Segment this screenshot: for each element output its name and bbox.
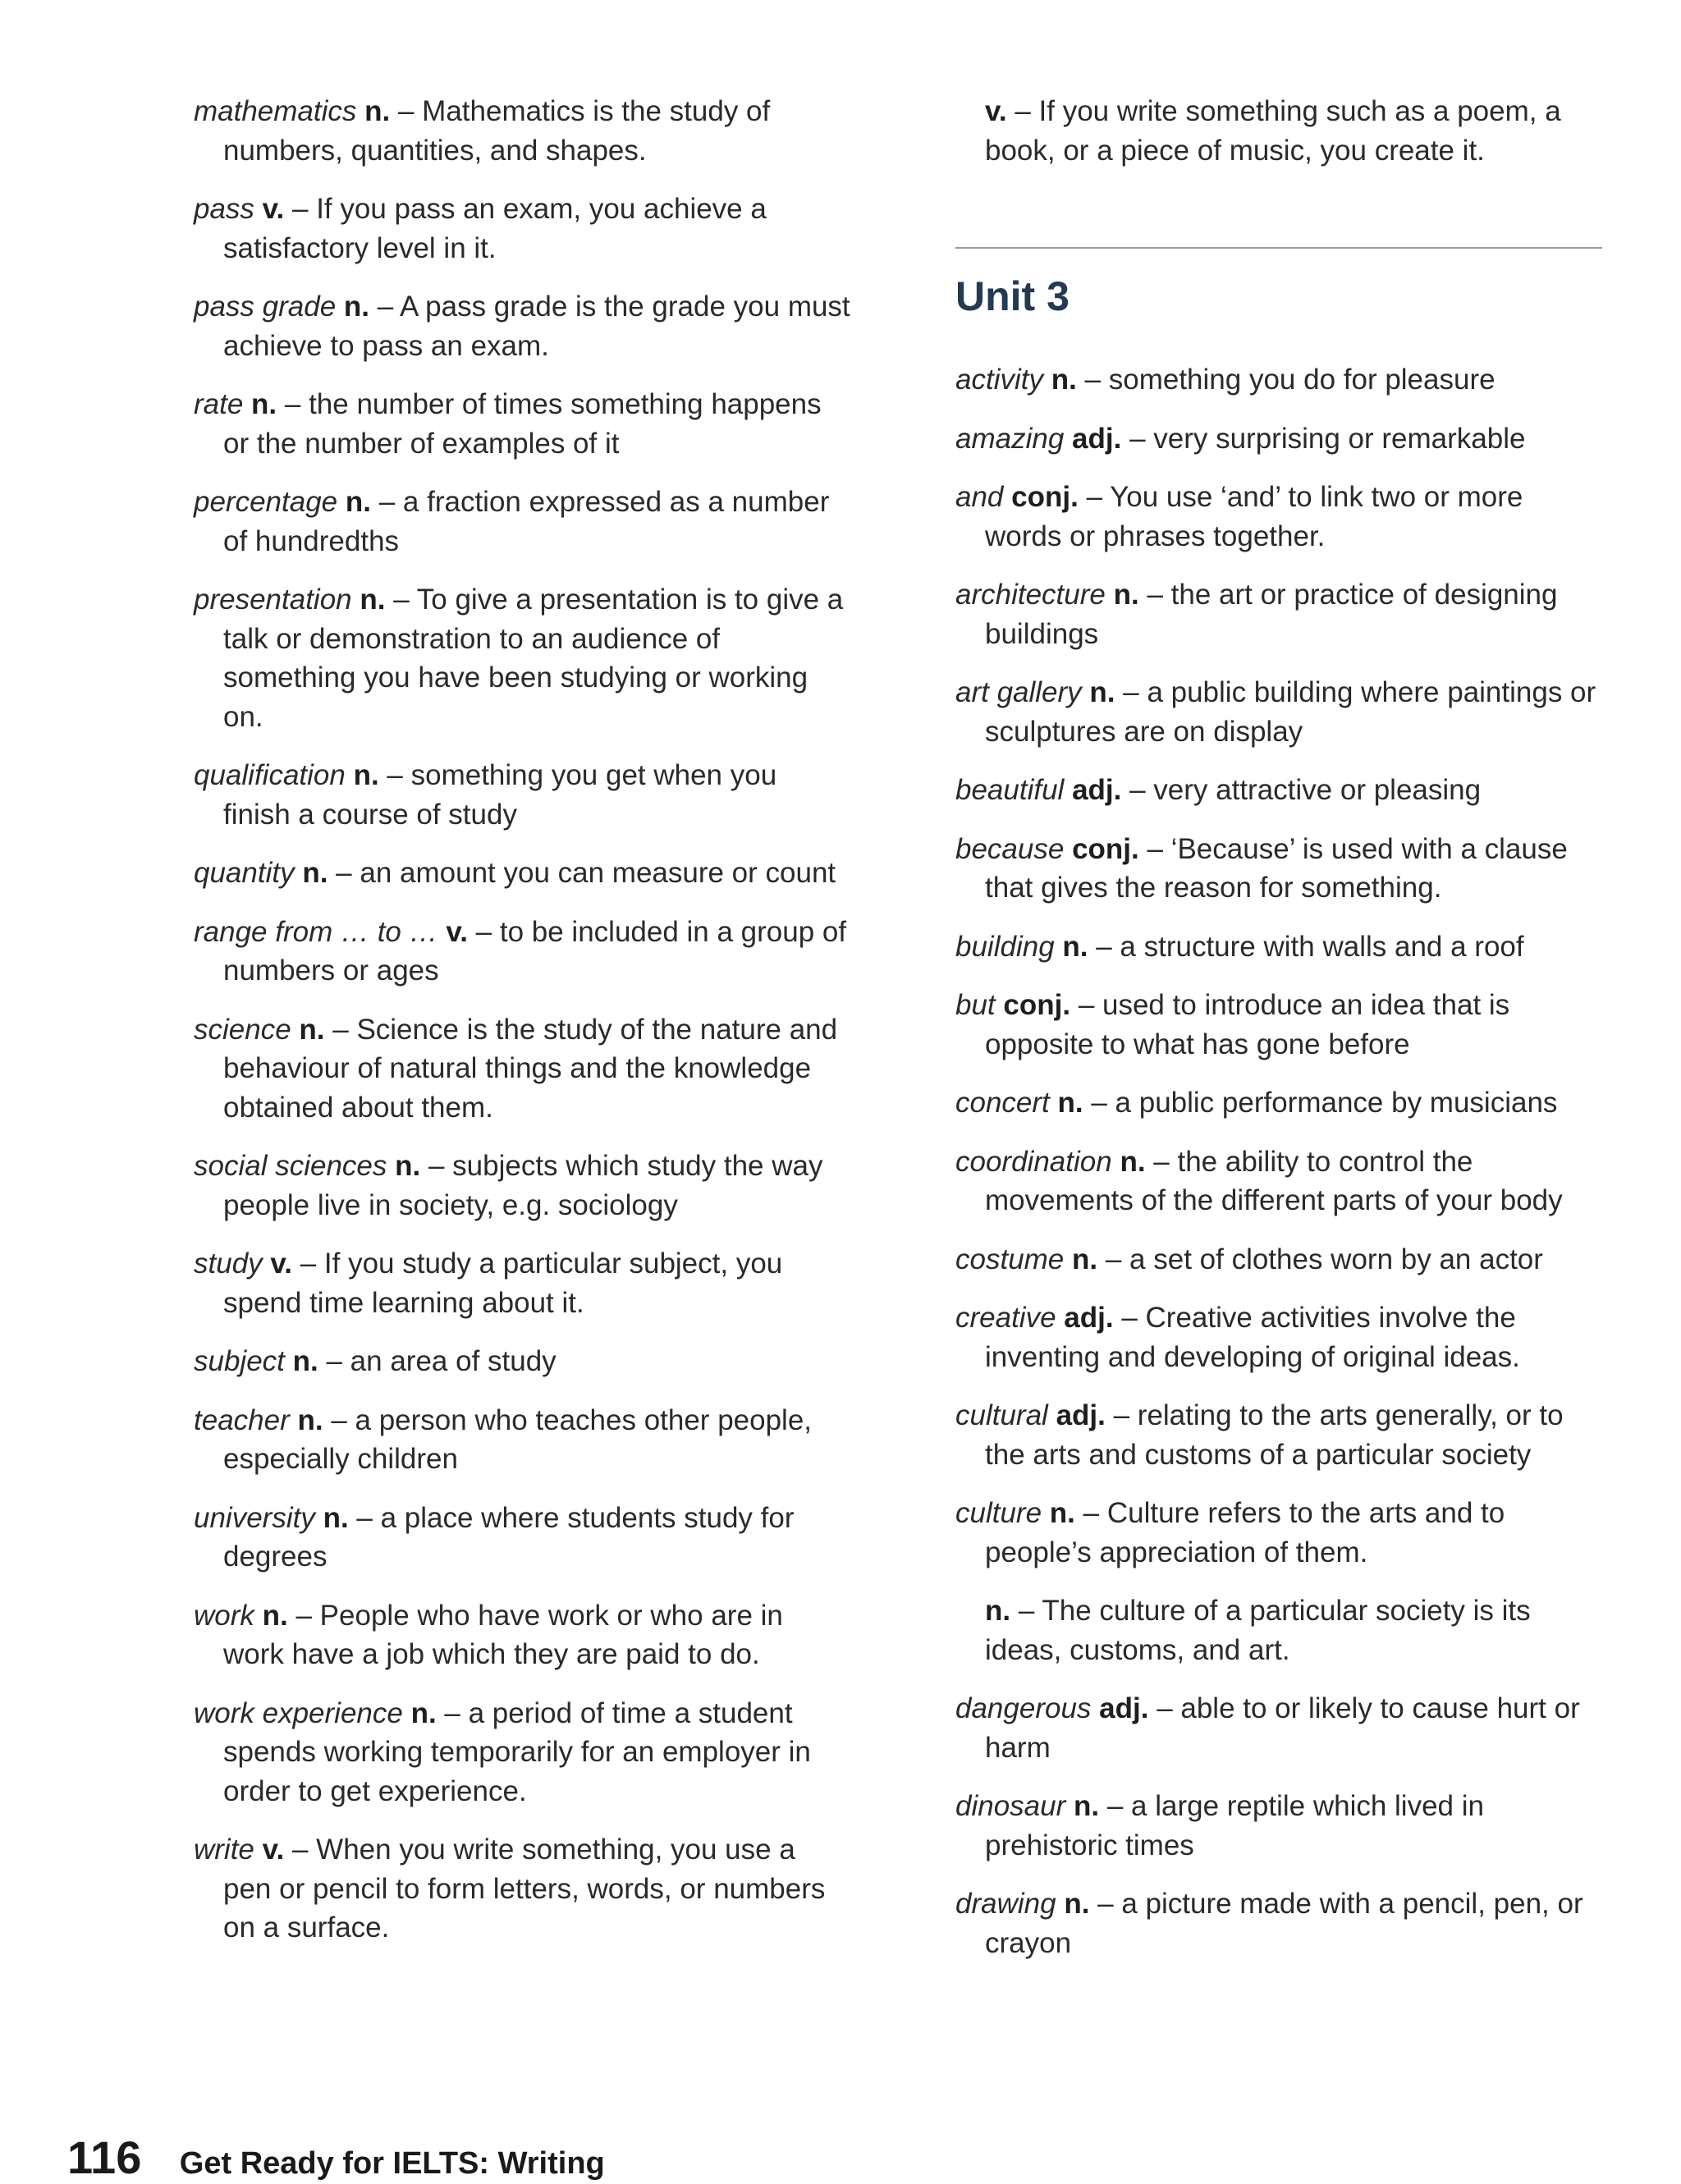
part-of-speech: n. — [1113, 579, 1139, 611]
glossary-entry — [194, 92, 850, 170]
part-of-speech: n. — [1074, 1790, 1100, 1822]
headword: culture — [955, 1497, 1042, 1529]
headword: activity — [955, 364, 1043, 396]
glossary-entry — [194, 385, 850, 463]
definition: – ‘Because’ is used with a clause that gives the reason for something. — [985, 832, 1568, 904]
definition: – Creative activities involve the inventing and developing of original ideas. — [985, 1302, 1520, 1373]
definition: – used to introduce an idea that is opposite to what has gone before — [985, 989, 1510, 1060]
part-of-speech: adj. — [1099, 1692, 1149, 1724]
headword: drawing — [955, 1888, 1056, 1920]
part-of-speech: n. — [360, 584, 386, 616]
definition: – something you get when you finish a course of study — [223, 759, 777, 831]
glossary-entry — [194, 1342, 850, 1381]
headword: range from … to … — [194, 915, 438, 948]
headword: teacher — [194, 1403, 290, 1436]
definition: – a public building where paintings or sculptures are on display — [985, 676, 1596, 748]
part-of-speech: n. — [985, 1595, 1011, 1627]
glossary-entry — [955, 1591, 1604, 1669]
headword: dinosaur — [955, 1790, 1066, 1822]
headword: university — [194, 1501, 315, 1534]
glossary-entry — [955, 771, 1604, 810]
definition: – If you pass an exam, you achieve a satisfactory level in it. — [223, 193, 767, 264]
definition: – relating to the arts generally, or to the arts and customs of a particular society — [985, 1399, 1564, 1471]
headword: quantity — [194, 857, 295, 889]
part-of-speech: n. — [395, 1150, 421, 1182]
glossary-entry — [194, 1596, 850, 1674]
headword: dangerous — [955, 1692, 1092, 1724]
definition: – a place where students study for degrees — [223, 1501, 795, 1573]
glossary-left-column — [194, 92, 850, 1967]
part-of-speech: n. — [410, 1696, 437, 1729]
definition: – a structure with walls and a roof — [1096, 930, 1524, 963]
part-of-speech: n. — [302, 857, 328, 889]
part-of-speech: v. — [446, 915, 468, 948]
headword: building — [955, 930, 1055, 963]
part-of-speech: conj. — [1072, 832, 1139, 865]
glossary-entry — [955, 575, 1604, 653]
part-of-speech: n. — [1057, 1087, 1083, 1119]
definition: – The culture of a particular society is its ideas, customs, and art. — [985, 1595, 1531, 1666]
definition: – something you do for pleasure — [1084, 364, 1495, 396]
definition: – a picture made with a pencil, pen, or crayon — [985, 1888, 1583, 1959]
part-of-speech: adj. — [1072, 422, 1122, 455]
headword: costume — [955, 1243, 1065, 1275]
glossary-entry — [194, 190, 850, 268]
glossary-entry — [194, 580, 850, 736]
headword: presentation — [194, 584, 352, 616]
headword: pass grade — [194, 291, 337, 323]
headword: write — [194, 1834, 254, 1866]
part-of-speech: conj. — [1011, 481, 1079, 513]
glossary-entry — [194, 483, 850, 561]
part-of-speech: n. — [292, 1345, 318, 1377]
section-divider — [955, 247, 1602, 249]
part-of-speech: v. — [262, 193, 285, 225]
definition: – If you write something such as a poem, a book, or a piece of music, you create it. — [985, 95, 1561, 167]
headword: rate — [194, 388, 244, 420]
definition: – a fraction expressed as a number of hundredths — [223, 486, 830, 557]
unit-heading: Unit 3 — [955, 273, 1070, 319]
definition: – able to or likely to cause hurt or harm — [985, 1692, 1580, 1764]
glossary-entry — [194, 1694, 850, 1811]
glossary-entry — [955, 986, 1604, 1064]
glossary-entry — [194, 854, 850, 893]
glossary-entry — [194, 1401, 850, 1479]
definition: – a public performance by musicians — [1091, 1087, 1558, 1119]
headword: coordination — [955, 1145, 1112, 1178]
part-of-speech: n. — [353, 759, 379, 791]
definition: – Science is the study of the nature and behaviour of natural things and the knowledge obtained about them. — [223, 1013, 838, 1124]
headword: percentage — [194, 486, 338, 518]
definition: – To give a presentation is to give a talk or demonstration to an audience of something you have been studying or working on. — [223, 584, 844, 733]
definition: – the ability to control the movements of the different parts of your body — [985, 1145, 1563, 1216]
glossary-entry — [955, 1240, 1604, 1280]
glossary-entry — [955, 927, 1604, 967]
glossary-entry — [194, 1147, 850, 1225]
part-of-speech: n. — [299, 1013, 325, 1046]
part-of-speech: n. — [297, 1403, 323, 1436]
glossary-entry — [955, 1298, 1604, 1376]
headword: and — [955, 481, 1004, 513]
part-of-speech: v. — [262, 1834, 285, 1866]
part-of-speech: n. — [262, 1599, 288, 1632]
headword: amazing — [955, 422, 1065, 455]
glossary-entry — [955, 1689, 1604, 1767]
part-of-speech: n. — [251, 388, 277, 420]
definition: – subjects which study the way people live in society, e.g. sociology — [223, 1150, 823, 1221]
headword: beautiful — [955, 774, 1065, 806]
part-of-speech: conj. — [1003, 989, 1071, 1021]
part-of-speech: n. — [323, 1501, 349, 1534]
headword: qualification — [194, 759, 346, 791]
glossary-entry — [955, 1396, 1604, 1474]
glossary-entry — [955, 830, 1604, 908]
glossary-entry — [955, 360, 1604, 400]
part-of-speech: v. — [985, 95, 1007, 127]
glossary-entry — [194, 756, 850, 834]
definition: – a person who teaches other people, especially children — [223, 1403, 813, 1475]
part-of-speech: adj. — [1056, 1399, 1106, 1431]
definition: – a large reptile which lived in prehistoric times — [985, 1790, 1484, 1861]
definition: – the art or practice of designing buildings — [985, 579, 1558, 650]
definition: – Culture refers to the arts and to people’s appreciation of them. — [985, 1497, 1505, 1568]
part-of-speech: n. — [1051, 364, 1077, 396]
headword: pass — [194, 193, 254, 225]
part-of-speech: n. — [1072, 1243, 1098, 1275]
glossary-entry — [955, 1494, 1604, 1572]
glossary-entry — [955, 1083, 1604, 1123]
glossary-entry — [955, 419, 1604, 459]
page-footer — [67, 2131, 605, 2184]
definition: – a period of time a student spends working temporarily for an employer in order to get experience. — [223, 1696, 811, 1807]
part-of-speech: n. — [1120, 1145, 1146, 1178]
glossary-entry — [955, 1787, 1604, 1865]
headword: mathematics — [194, 95, 357, 127]
glossary-entry — [194, 913, 850, 991]
headword: subject — [194, 1345, 285, 1377]
headword: social sciences — [194, 1150, 387, 1182]
glossary-right-column — [955, 92, 1604, 1982]
page-number: 116 — [67, 2131, 142, 2183]
definition: – When you write something, you use a pen or pencil to form letters, words, or numbers on a surface. — [223, 1834, 826, 1944]
definition: – very attractive or pleasing — [1129, 774, 1482, 806]
part-of-speech: v. — [270, 1248, 292, 1280]
headword: work — [194, 1599, 254, 1632]
definition: – You use ‘and’ to link two or more words or phrases together. — [985, 481, 1523, 552]
part-of-speech: n. — [364, 95, 391, 127]
part-of-speech: n. — [1049, 1497, 1075, 1529]
glossary-entry — [194, 1499, 850, 1577]
headword: cultural — [955, 1399, 1048, 1431]
definition: – People who have work or who are in work have a job which they are paid to do. — [223, 1599, 783, 1670]
part-of-speech: n. — [345, 486, 371, 518]
definition: – If you study a particular subject, you spend time learning about it. — [223, 1248, 783, 1319]
headword: science — [194, 1013, 291, 1046]
definition: – A pass grade is the grade you must achieve to pass an exam. — [223, 291, 850, 362]
glossary-entry-continued — [955, 92, 1604, 170]
headword: work experience — [194, 1696, 403, 1729]
glossary-entry — [955, 673, 1604, 751]
definition: – an amount you can measure or count — [336, 857, 836, 889]
part-of-speech: n. — [1064, 1888, 1090, 1920]
part-of-speech: n. — [1089, 676, 1115, 708]
part-of-speech: n. — [343, 291, 370, 323]
headword: study — [194, 1248, 263, 1280]
definition: – very surprising or remarkable — [1129, 422, 1526, 455]
definition: – an area of study — [326, 1345, 557, 1377]
glossary-entry — [955, 478, 1604, 556]
headword: art gallery — [955, 676, 1082, 708]
headword: creative — [955, 1302, 1056, 1334]
unit-3-entries — [955, 360, 1604, 1962]
glossary-entry — [194, 1830, 850, 1948]
part-of-speech: adj. — [1064, 1302, 1114, 1334]
headword: architecture — [955, 579, 1106, 611]
definition: – a set of clothes worn by an actor — [1105, 1243, 1543, 1275]
headword: concert — [955, 1087, 1050, 1119]
definition: – Mathematics is the study of numbers, quantities, and shapes. — [223, 95, 771, 167]
headword: but — [955, 989, 996, 1021]
glossary-entry — [955, 1142, 1604, 1220]
definition: – to be included in a group of numbers or ages — [223, 915, 847, 987]
part-of-speech: n. — [1062, 930, 1088, 963]
glossary-entry — [194, 287, 850, 365]
headword: because — [955, 832, 1065, 865]
glossary-entry — [955, 1884, 1604, 1962]
glossary-entry — [194, 1010, 850, 1128]
glossary-entry — [194, 1244, 850, 1322]
book-title: Get Ready for IELTS: Writing — [179, 2146, 605, 2181]
part-of-speech: adj. — [1072, 774, 1122, 806]
definition: – the number of times something happens or the number of examples of it — [223, 388, 822, 460]
